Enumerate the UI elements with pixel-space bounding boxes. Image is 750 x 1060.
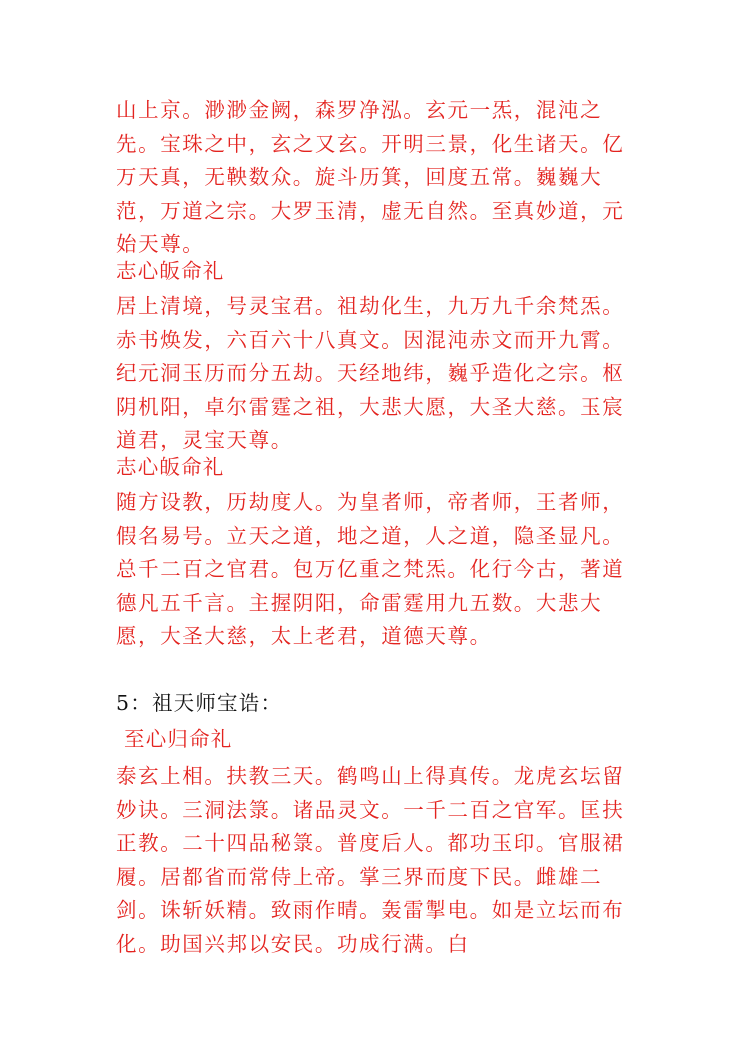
paragraph-daode: 随方设教，历劫度人。为皇者师，帝者师，王者师，假名易号。立天之道，地之道，人之道，隐圣显凡。总千二百之官君。包万亿重之梵炁。化行今古，著道德凡五千言。主握阴阳，命雷霆用九五数。大悲大愿，大圣大慈，太上老君，道德天尊。 [116, 490, 625, 649]
heading-zhixin-3: 至心归命礼 [124, 727, 233, 751]
paragraph-yuanshi: 山上京。渺渺金阙，森罗净泓。玄元一炁，混沌之先。宝珠之中，玄之又玄。开明三景，化生诸天。亿万天真，无鞅数众。旋斗历箕，回度五常。巍巍大范，万道之宗。大罗玉清，虚无自然。至真妙道，元始天尊。 [116, 98, 625, 257]
paragraph-zutianshi: 泰玄上相。扶教三天。鹤鸣山上得真传。龙虎玄坛留妙诀。三洞法箓。诸品灵文。一千二百之官军。匡扶正教。二十四品秘箓。普度后人。都功玉印。官服裙履。居都省而常侍上帝。掌三界而度下民。雌雄二剑。诛斩妖精。致雨作晴。轰雷掣电。如是立坛而布化。助国兴邦以安民。功成行满。白 [116, 764, 625, 956]
heading-zhixin-2: 志心皈命礼 [116, 455, 225, 479]
heading-zhixin-1: 志心皈命礼 [116, 259, 225, 283]
paragraph-lingbao: 居上清境，号灵宝君。祖劫化生，九万九千余梵炁。赤书焕发，六百六十八真文。因混沌赤文而开九霄。纪元洞玉历而分五劫。天经地纬，巍乎造化之宗。枢阴机阳，卓尔雷霆之祖，大悲大愿，大圣大慈。玉宸道君，灵宝天尊。 [116, 294, 625, 453]
section-title: 5：祖天师宝诰： [116, 691, 283, 715]
